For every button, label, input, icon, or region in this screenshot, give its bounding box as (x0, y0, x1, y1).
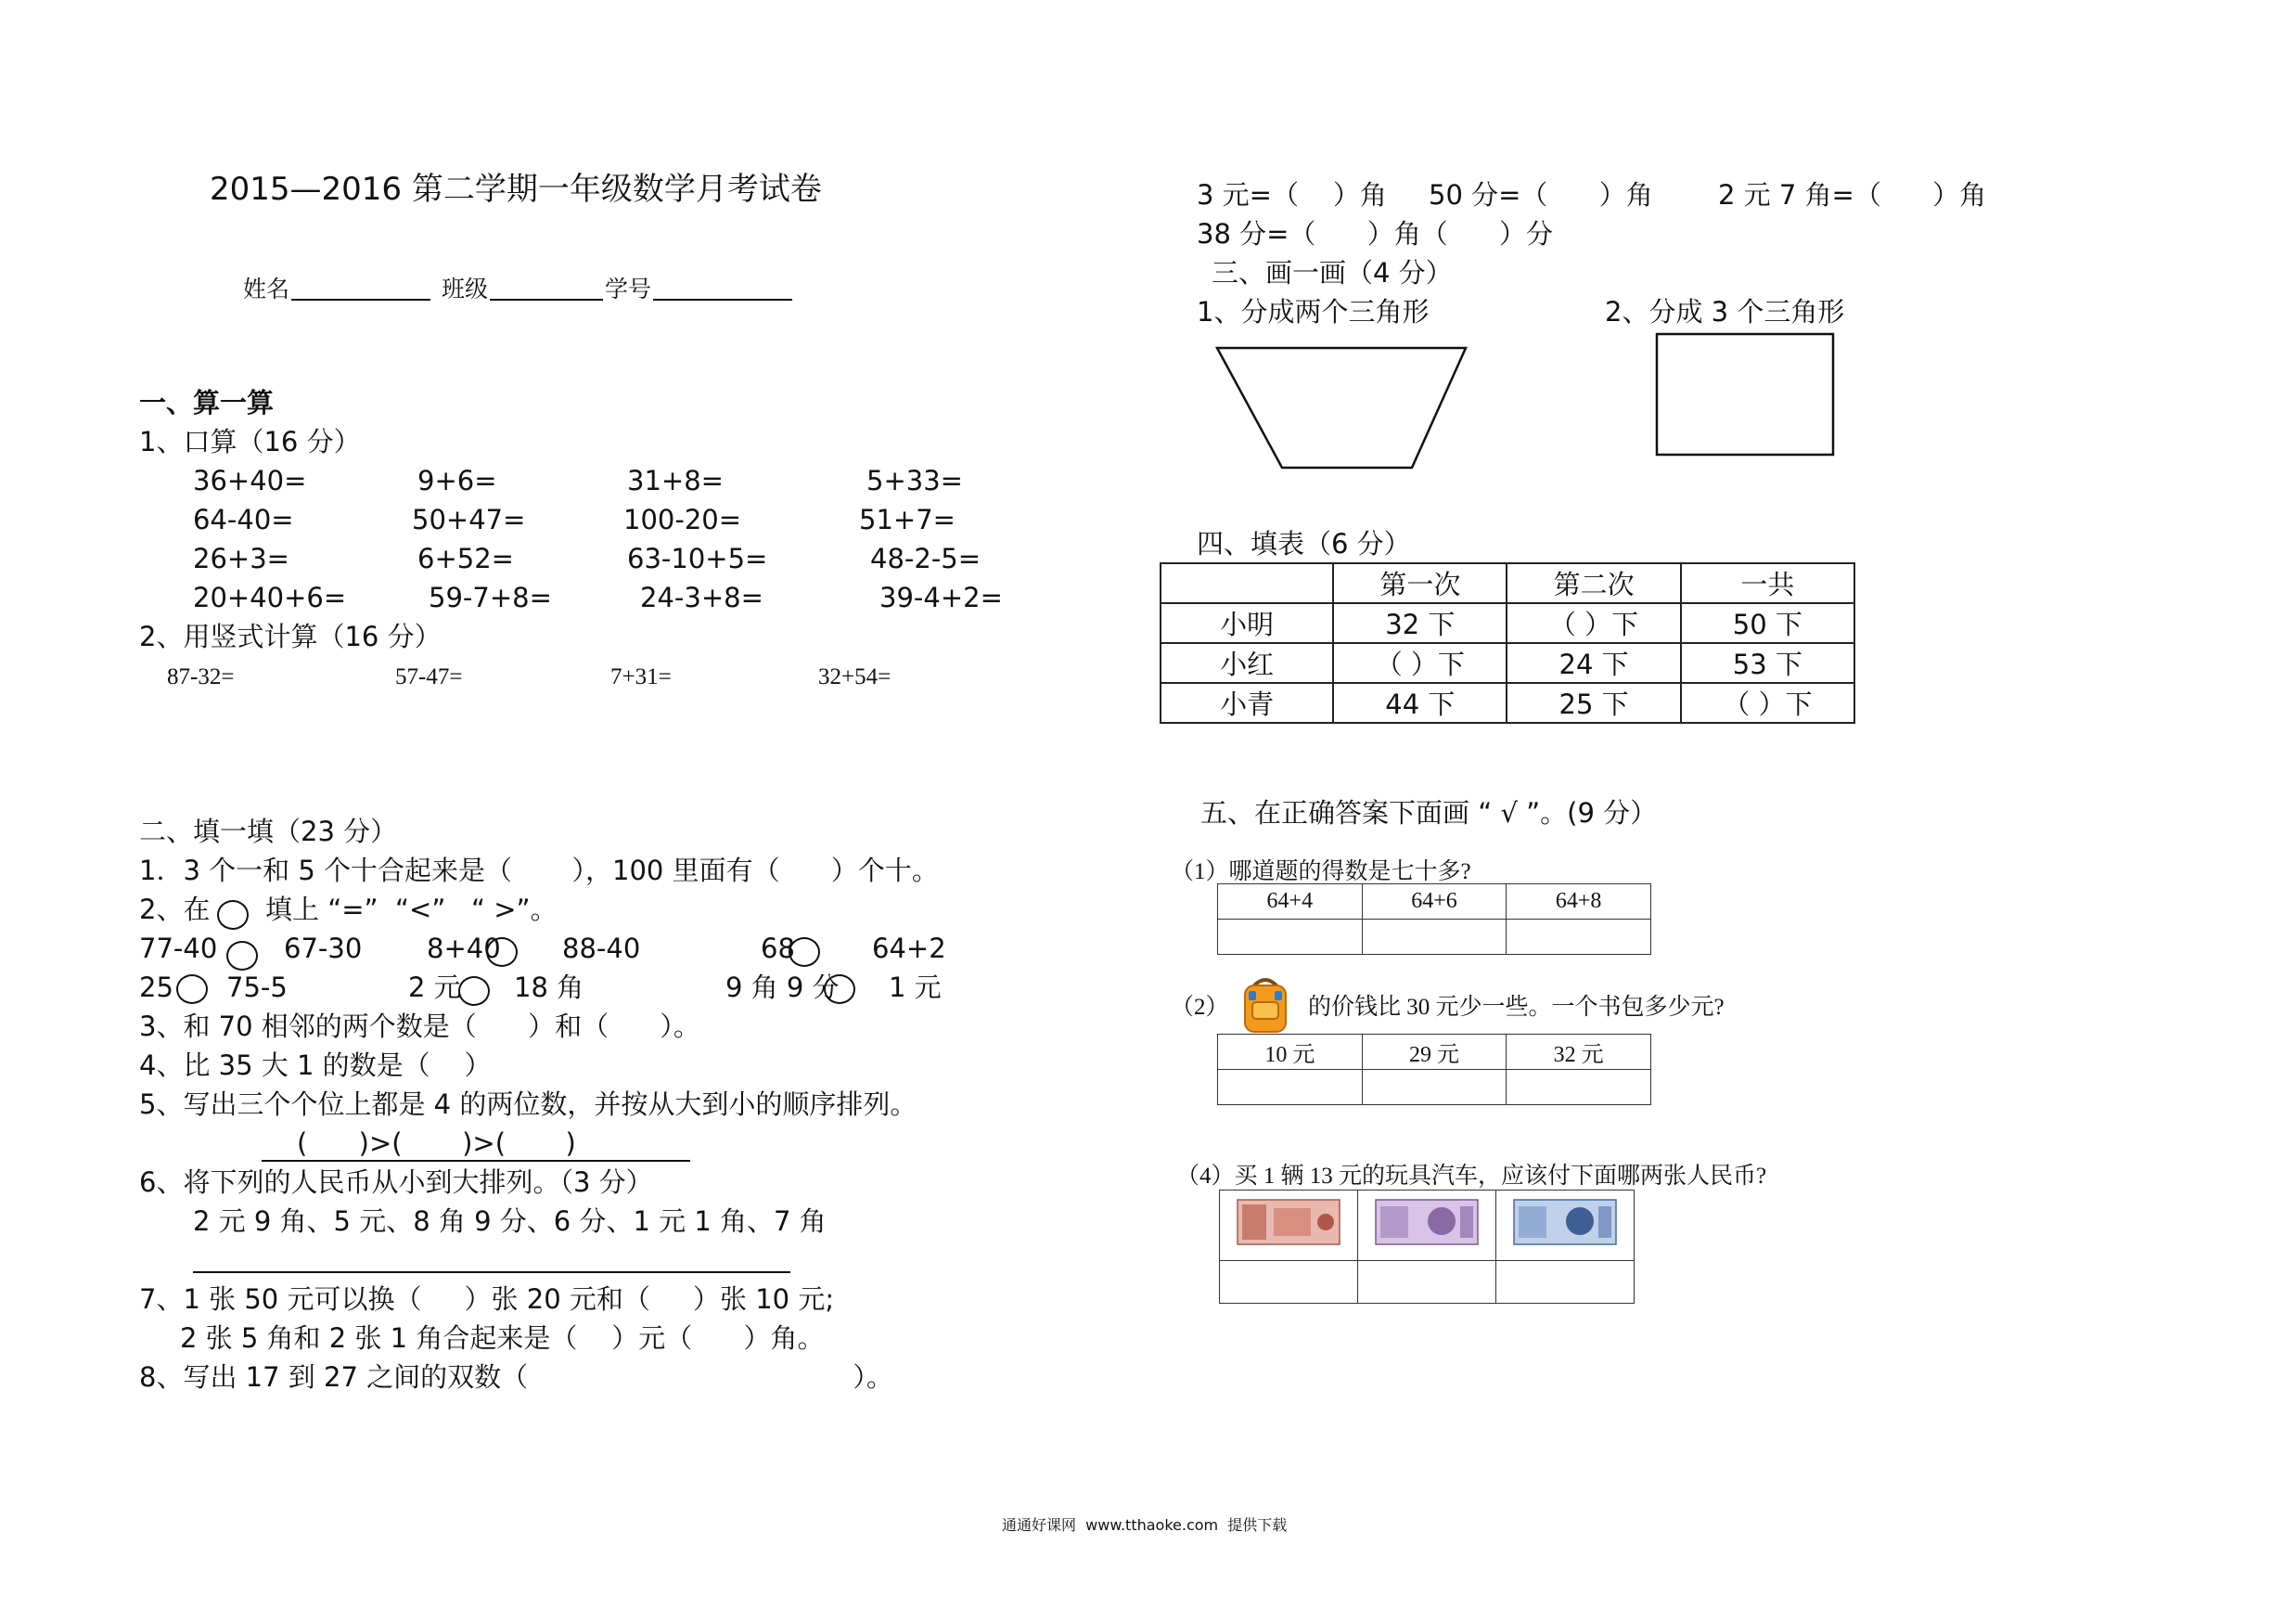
class-label: 班级 (442, 276, 489, 303)
table-header-cell (1161, 563, 1333, 603)
section5-heading: 五、在正确答案下面画 “ √ ”。(9 分） (1200, 797, 1658, 829)
fill-q5: 5、写出三个个位上都是 4 的两位数，并按从大到小的顺序排列。 (139, 1088, 917, 1120)
rectangle-shape[interactable] (1655, 332, 1837, 458)
name-blank[interactable] (291, 299, 430, 301)
oral-item: 50+47= (412, 504, 526, 535)
vertical-item: 87-32= (167, 664, 235, 689)
choice-q2-table (1217, 1034, 1651, 1105)
table-cell[interactable]: （ ）下 (1333, 643, 1507, 683)
oral-item: 26+3= (193, 543, 289, 574)
vertical-item: 32+54= (818, 664, 891, 689)
compare-circle[interactable] (458, 976, 490, 1006)
table-cell: 53 下 (1681, 643, 1854, 683)
section2-heading: 二、填一填（23 分） (139, 816, 398, 847)
oral-item: 59-7+8= (429, 582, 552, 613)
table-row (1161, 683, 1854, 723)
money-q2: 50 分=（ ）角 (1429, 179, 1653, 211)
compare-circle[interactable] (217, 900, 249, 930)
oral-title: 1、口算（16 分） (139, 426, 361, 457)
oral-item: 24-3+8= (640, 582, 763, 613)
option-cell: 29 元 (1362, 1035, 1507, 1070)
banknote-10-yuan-icon (1513, 1199, 1617, 1245)
table-cell: 小明 (1161, 603, 1333, 643)
compare-item: 18 角 (514, 972, 584, 1003)
draw-q1: 1、分成两个三角形 (1197, 296, 1430, 328)
fill-q6-items: 2 元 9 角、5 元、8 角 9 分、6 分、1 元 1 角、7 角 (193, 1205, 827, 1237)
money-q4: 38 分=（ ）角（ ）分 (1197, 218, 1554, 250)
option-cell: 64+4 (1218, 884, 1363, 920)
oral-item: 36+40= (193, 465, 307, 496)
compare-item: 25 (139, 972, 173, 1003)
table-cell: 44 下 (1333, 683, 1507, 723)
fill-q1: 1．3 个一和 5 个十合起来是（ ），100 里面有（ ）个十。 (139, 855, 939, 886)
compare-item: 67-30 (284, 933, 363, 964)
fill-q4: 4、比 35 大 1 的数是（ ） (139, 1049, 492, 1081)
table-cell: 小青 (1161, 683, 1333, 723)
compare-item: 9 角 9 分 (725, 972, 840, 1003)
answer-cell[interactable] (1218, 1070, 1363, 1105)
table-cell: 小红 (1161, 643, 1333, 683)
compare-item: 64+2 (872, 933, 946, 964)
compare-item: 77-40 (139, 933, 218, 964)
q5-underline (262, 1160, 690, 1162)
money-q3: 2 元 7 角=（ ）角 (1718, 179, 1987, 211)
oral-item: 39-4+2= (879, 582, 1003, 613)
table-cell: 50 下 (1681, 603, 1854, 643)
fill-q2: 2、在 (139, 894, 211, 925)
section1-heading: 一、算一算 (139, 387, 275, 418)
option-cell: 64+8 (1507, 884, 1651, 920)
table-cell: 32 下 (1333, 603, 1507, 643)
oral-item: 100-20= (623, 504, 742, 535)
answer-cell[interactable] (1362, 920, 1507, 955)
fill-q6: 6、将下列的人民币从小到大排列。（3 分） (139, 1166, 653, 1198)
oral-item: 51+7= (859, 504, 956, 535)
banknote-cell (1220, 1191, 1358, 1261)
compare-item: 75-5 (226, 972, 288, 1003)
choice-q4: （4）买 1 辆 13 元的玩具汽车，应该付下面哪两张人民币? (1176, 1164, 1767, 1189)
compare-item: 88-40 (562, 933, 641, 964)
vertical-title: 2、用竖式计算（16 分） (139, 621, 442, 652)
table-header-cell: 一共 (1681, 563, 1854, 603)
fill-q7a: 7、1 张 50 元可以换（ ）张 20 元和（ ）张 10 元; (139, 1283, 835, 1315)
table-row (1161, 643, 1854, 683)
banknote-5-yuan-icon (1375, 1199, 1479, 1245)
oral-item: 9+6= (417, 465, 497, 496)
oral-item: 20+40+6= (193, 582, 347, 613)
table-cell: 25 下 (1507, 683, 1680, 723)
answer-cell[interactable] (1507, 920, 1651, 955)
oral-item: 63-10+5= (627, 543, 768, 574)
class-blank[interactable] (490, 299, 603, 301)
compare-circle[interactable] (176, 974, 208, 1004)
compare-circle[interactable] (824, 974, 855, 1004)
oral-item: 6+52= (417, 543, 514, 574)
banknote-cell (1358, 1191, 1496, 1261)
choice-q2-prefix: （2） (1171, 995, 1229, 1020)
answer-cell[interactable] (1220, 1261, 1358, 1304)
footer-text: 通通好课网 www.tthaoke.com 提供下载 (1002, 1516, 1288, 1534)
table-cell[interactable]: （ ）下 (1507, 603, 1680, 643)
choice-q4-table (1219, 1190, 1635, 1304)
option-cell: 64+6 (1362, 884, 1507, 920)
fill-q7b: 2 张 5 角和 2 张 1 角合起来是（ ）元（ ）角。 (180, 1322, 825, 1354)
exam-title: 2015—2016 第二学期一年级数学月考试卷 (210, 171, 822, 208)
fill-q5-blank[interactable]: ( )>( )>( ) (297, 1127, 576, 1159)
option-cell: 10 元 (1218, 1035, 1363, 1070)
fill-q2-rest: 填上 “=” “<” “ >”。 (265, 894, 558, 925)
table-row (1161, 603, 1854, 643)
banknote-cell (1496, 1191, 1635, 1261)
compare-item: 2 元 (408, 972, 461, 1003)
section3-heading: 三、画一画（4 分） (1212, 257, 1453, 289)
answer-cell[interactable] (1496, 1261, 1635, 1304)
compare-item: 8+40 (427, 933, 501, 964)
vertical-item: 57-47= (395, 664, 463, 689)
choice-q1: （1）哪道题的得数是七十多? (1171, 859, 1471, 884)
compare-item: 1 元 (889, 972, 942, 1003)
trapezoid-shape[interactable] (1215, 343, 1475, 473)
option-cell: 32 元 (1507, 1035, 1651, 1070)
answer-cell[interactable] (1507, 1070, 1651, 1105)
answer-cell[interactable] (1362, 1070, 1507, 1105)
money-q1: 3 元=（ ）角 (1197, 179, 1387, 211)
compare-circle[interactable] (789, 937, 820, 967)
q6-answer-line[interactable] (193, 1271, 790, 1273)
table-cell[interactable]: （ ）下 (1681, 683, 1854, 723)
choice-q2: 的价钱比 30 元少一些。一个书包多少元? (1308, 995, 1725, 1020)
number-label: 学号 (605, 276, 652, 303)
compare-circle[interactable] (226, 941, 258, 971)
table-header-cell: 第二次 (1507, 563, 1680, 603)
vertical-item: 7+31= (610, 664, 672, 689)
choice-q1-table (1217, 883, 1651, 955)
fill-q3: 3、和 70 相邻的两个数是（ ）和（ ）。 (139, 1011, 700, 1042)
number-blank[interactable] (653, 299, 792, 301)
count-table (1160, 562, 1855, 724)
table-cell: 24 下 (1507, 643, 1680, 683)
answer-cell[interactable] (1358, 1261, 1496, 1304)
schoolbag-icon (1239, 974, 1291, 1036)
fill-q8: 8、写出 17 到 27 之间的双数（ ）。 (139, 1361, 893, 1393)
oral-item: 48-2-5= (870, 543, 981, 574)
banknote-1-yuan-icon (1237, 1199, 1340, 1245)
oral-item: 31+8= (627, 465, 724, 496)
compare-item: 68 (761, 933, 795, 964)
oral-item: 64-40= (193, 504, 294, 535)
section4-heading: 四、填表（6 分） (1197, 528, 1411, 560)
name-label: 姓名 (243, 276, 290, 303)
answer-cell[interactable] (1218, 920, 1363, 955)
compare-circle[interactable] (486, 937, 518, 967)
draw-q2: 2、分成 3 个三角形 (1605, 296, 1845, 328)
oral-item: 5+33= (866, 465, 963, 496)
table-header-cell: 第一次 (1333, 563, 1507, 603)
